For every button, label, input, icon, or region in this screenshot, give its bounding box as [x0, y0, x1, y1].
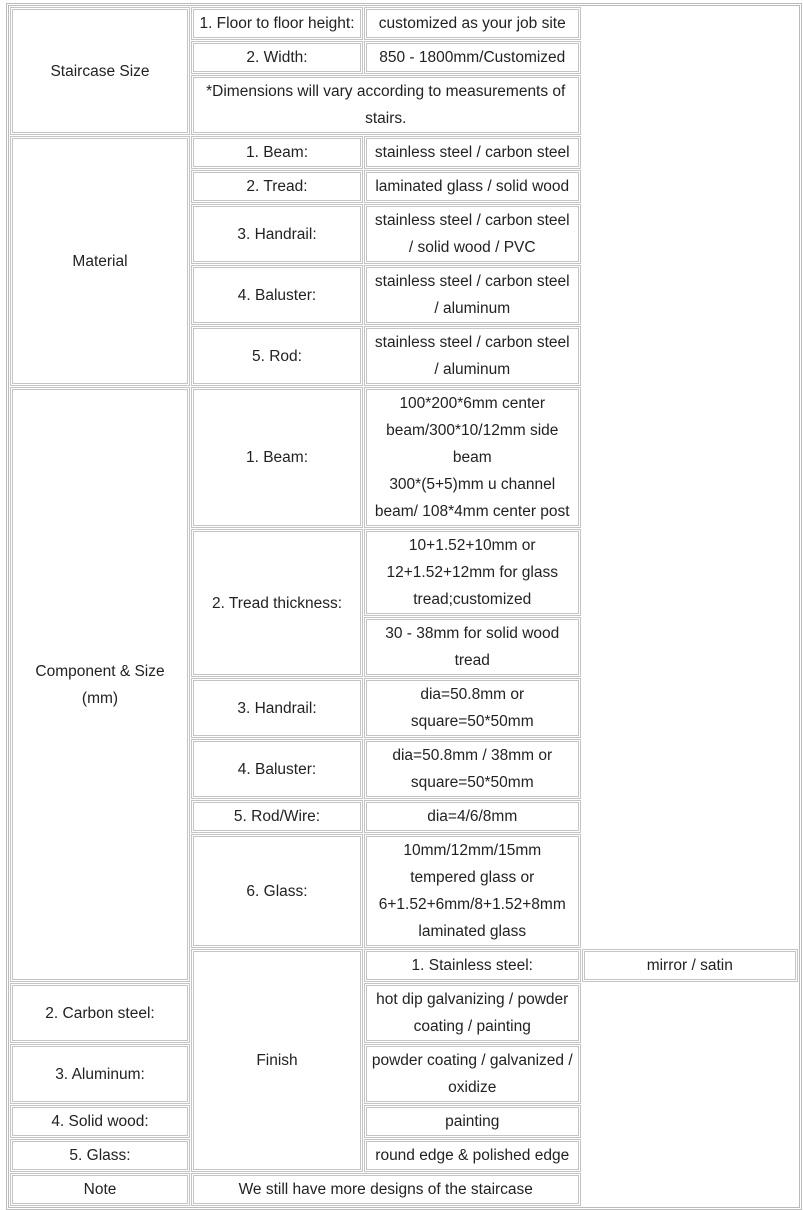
floor-height-label: 1. Floor to floor height:	[191, 7, 363, 40]
component-size-header-line2: (mm)	[81, 689, 119, 707]
finish-glass-value: round edge & polished edge	[364, 1139, 581, 1172]
material-beam-label: 1. Beam:	[191, 136, 363, 169]
component-glass-value-line2: 6+1.52+6mm/8+1.52+8mm laminated glass	[378, 896, 566, 940]
staircase-size-header: Staircase Size	[10, 7, 190, 135]
table-row	[10, 1105, 798, 1138]
component-baluster-label: 4. Baluster:	[191, 739, 363, 799]
component-glass-label: 6. Glass:	[191, 834, 363, 948]
component-glass-value-line1: 10mm/12mm/15mm tempered glass or	[403, 842, 542, 886]
material-tread-value: laminated glass / solid wood	[364, 170, 581, 203]
material-rod-label: 5. Rod:	[191, 326, 363, 386]
staircase-spec-table	[6, 3, 802, 1210]
width-label: 2. Width:	[191, 41, 363, 74]
finish-al-value: powder coating / galvanized / oxidize	[364, 1044, 581, 1104]
component-size-header-line1: Component & Size	[35, 662, 165, 680]
finish-ss-label: 1. Stainless steel:	[364, 949, 581, 982]
finish-al-label: 3. Aluminum:	[10, 1044, 190, 1104]
component-handrail-value: dia=50.8mm or square=50*50mm	[364, 678, 581, 738]
finish-cs-value: hot dip galvanizing / powder coating / painting	[364, 983, 581, 1043]
material-tread-label: 2. Tread:	[191, 170, 363, 203]
component-tread-value-line1: 10+1.52+10mm or 12+1.52+12mm for glass	[386, 537, 558, 581]
material-baluster-label: 4. Baluster:	[191, 265, 363, 325]
material-beam-value: stainless steel / carbon steel	[364, 136, 581, 169]
table-row	[10, 387, 798, 528]
finish-ss-value: mirror / satin	[582, 949, 799, 982]
component-tread-label: 2. Tread thickness:	[191, 529, 363, 677]
dimensions-note: *Dimensions will vary according to measurements of stairs.	[191, 75, 581, 135]
component-handrail-label: 3. Handrail:	[191, 678, 363, 738]
component-baluster-value: dia=50.8mm / 38mm or square=50*50mm	[364, 739, 581, 799]
note-value: We still have more designs of the staircase	[191, 1173, 581, 1206]
finish-cs-label: 2. Carbon steel:	[10, 983, 190, 1043]
material-handrail-label: 3. Handrail:	[191, 204, 363, 264]
floor-height-value: customized as your job site	[364, 7, 581, 40]
finish-wood-label: 4. Solid wood:	[10, 1105, 190, 1138]
finish-header: Finish	[191, 949, 363, 1172]
component-tread-glass-value	[364, 529, 581, 616]
component-rod-label: 5. Rod/Wire:	[191, 800, 363, 833]
finish-glass-label: 5. Glass:	[10, 1139, 190, 1172]
component-beam-value-line2: 300*(5+5)mm u channel beam/ 108*4mm center post	[374, 476, 570, 520]
width-value: 850 - 1800mm/Customized	[364, 41, 581, 74]
table-row	[10, 983, 798, 1043]
component-beam-label: 1. Beam:	[191, 387, 363, 528]
table-row	[10, 7, 798, 40]
table-row	[10, 136, 798, 169]
material-baluster-value: stainless steel / carbon steel / aluminum	[364, 265, 581, 325]
component-tread-value-line2: tread;customized	[413, 591, 532, 608]
table-row	[10, 1139, 798, 1172]
finish-wood-value: painting	[364, 1105, 581, 1138]
material-header: Material	[10, 136, 190, 386]
material-handrail-value: stainless steel / carbon steel / solid wood / PVC	[364, 204, 581, 264]
material-rod-value: stainless steel / carbon steel / aluminum	[364, 326, 581, 386]
note-header: Note	[10, 1173, 190, 1206]
table-row	[10, 1044, 798, 1104]
component-tread-wood-value: 30 - 38mm for solid wood tread	[364, 617, 581, 677]
table-row	[10, 1173, 798, 1206]
component-size-header	[10, 387, 190, 982]
component-glass-value	[364, 834, 581, 948]
component-beam-value	[364, 387, 581, 528]
component-beam-value-line1: 100*200*6mm center beam/300*10/12mm side beam	[386, 395, 559, 466]
component-rod-value: dia=4/6/8mm	[364, 800, 581, 833]
